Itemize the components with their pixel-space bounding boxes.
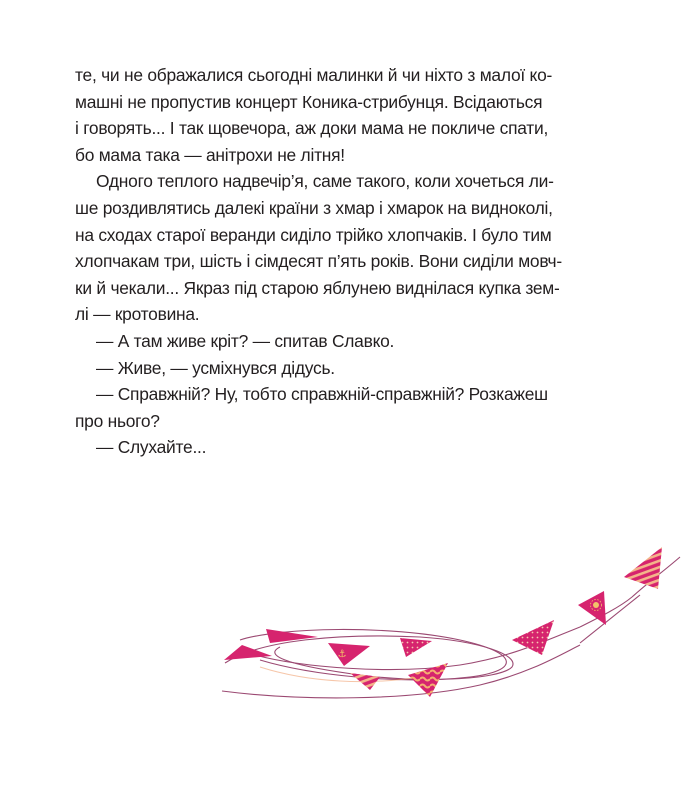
garland-string (222, 557, 680, 698)
sun-icon (593, 602, 599, 608)
flag-sun (578, 591, 606, 625)
dialogue-line: про нього? (75, 410, 160, 431)
flag-anchor (328, 643, 370, 666)
dialogue-line: — А там живе кріт? — спитав Славко. (96, 330, 395, 351)
text-line: ки й чекали... Якраз під старою яблунею виднілася купка зем- (75, 277, 560, 298)
text-line: хлопчакам три, шість і сімдесят п’ять років. Вони сиділи мовч- (75, 251, 562, 272)
text-line: машні не пропустив концерт Коника-стрибунця. Всідаються (75, 91, 543, 112)
bunting-illustration (220, 515, 682, 720)
flag-dots (400, 638, 432, 657)
story-text (75, 62, 615, 461)
text-line: те, чи не ображалися сьогодні малинки й чи ніхто з малої ко- (75, 65, 553, 85)
text-line: лі — кротовина. (75, 304, 200, 325)
dialogue-line: — Слухайте... (96, 437, 207, 458)
text-line: ше роздивлятись далекі країни з хмар і хмарок на видноколі, (75, 197, 553, 218)
flag-dots (512, 620, 554, 655)
text-line: на сходах старої веранди сиділо трійко хлопчаків. І було тим (75, 224, 552, 245)
text-line: Одного теплого надвечір’я, саме такого, коли хочеться ли- (96, 171, 554, 192)
text-line: і говорять... І так щовечора, аж доки мама не покличе спати, (75, 118, 549, 139)
text-line: бо мама така — анітрохи не літня! (75, 144, 345, 165)
anchor-icon: ⚓ (337, 649, 347, 660)
dialogue-line: — Справжній? Ну, тобто справжній-справжній? Розкажеш (96, 384, 548, 405)
dialogue-line: — Живе, — усміхнувся дідусь. (96, 357, 335, 378)
flag-stripes (624, 547, 662, 589)
